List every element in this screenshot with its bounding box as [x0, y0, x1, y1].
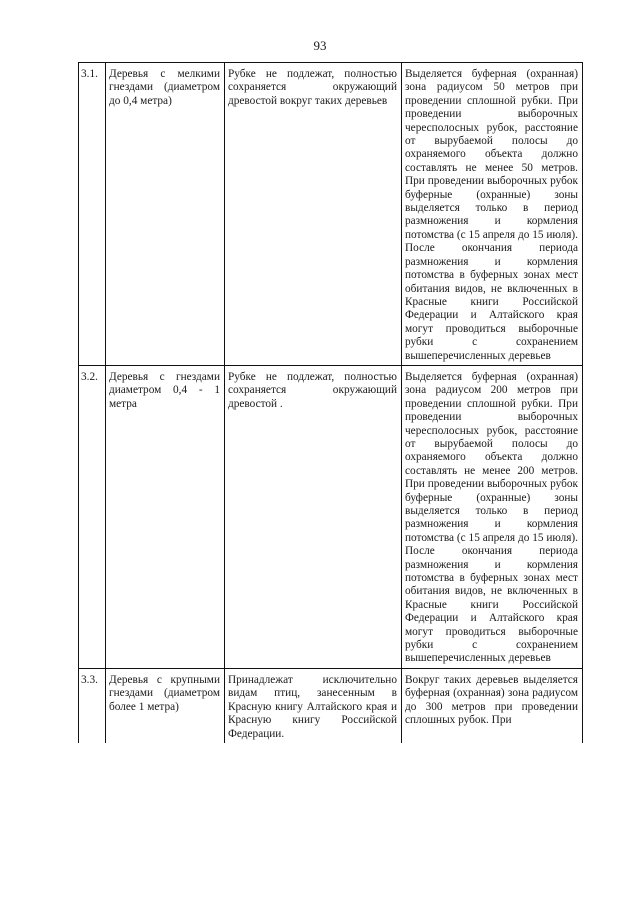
row-number: 3.3.: [79, 668, 106, 743]
buffer-zone-rule: Выделяется буферная (охранная) зона радиусом 50 метров при проведении сплошной рубки. При проведении выборочных чересполосных рубок, расстояние от вырубаемой полосы до охраняемого объекта должно составлять не менее 50 метров. При проведении выборочных рубок буферные (охранные) зоны выделяется только в период размножения и кормления потомства (с 15 апреля до 15 июля). После окончания периода размножения и кормления потомства в буферных зонах мест обитания видов, не включенных в Красные книги Российской Федерации и Алтайского края могут проводиться выборочные рубки с сохранением вышеперечисленных деревьев: [402, 63, 583, 366]
table-row-3-3: [79, 668, 583, 743]
row-number: 3.1.: [79, 63, 106, 366]
page-number: 93: [313, 38, 327, 53]
nest-category: Деревья с крупными гнездами (диаметром более 1 метра): [106, 668, 225, 743]
row-number: 3.2.: [79, 365, 106, 668]
buffer-zone-rule: Выделяется буферная (охранная) зона радиусом 200 метров при проведении сплошной рубки. При проведении выборочных чересполосных рубок, расстояние от вырубаемой полосы до охраняемого объекта должно составлять не менее 200 метров. При проведении выборочных рубок буферные (охранные) зоны выделяется только в период размножения и кормления потомства (с 15 апреля до 15 июля). После окончания периода размножения и кормления потомства в буферных зонах мест обитания видов, не включенных в Красные книги Российской Федерации и Алтайского края могут проводиться выборочные рубки с сохранением вышеперечисленных деревьев: [402, 365, 583, 668]
nest-category: Деревья с гнездами диаметром 0,4 - 1 метра: [106, 365, 225, 668]
cutting-rule: Рубке не подлежат, полностью сохраняется окружающий древостой вокруг таких деревьев: [225, 63, 402, 366]
table-row-3-1: [79, 63, 583, 366]
nest-category: Деревья с мелкими гнездами (диаметром до 0,4 метра): [106, 63, 225, 366]
cutting-rule: Принадлежат исключительно видам птиц, занесенным в Красную книгу Алтайского края и Красную книгу Российской Федерации.: [225, 668, 402, 743]
species-protection-table: [78, 62, 583, 743]
cutting-rule: Рубке не подлежат, полностью сохраняется окружающий древостой .: [225, 365, 402, 668]
buffer-zone-rule: Вокруг таких деревьев выделяется буферная (охранная) зона радиусом до 300 метров при проведении сплошных рубок. При: [402, 668, 583, 743]
table-row-3-2: [79, 365, 583, 668]
